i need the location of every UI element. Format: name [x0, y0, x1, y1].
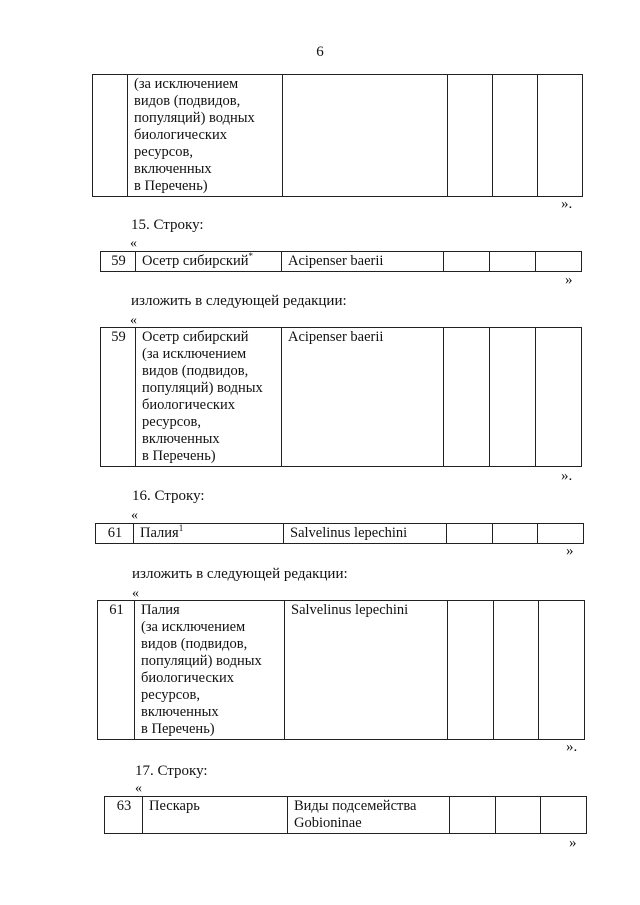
row-number-cell — [93, 75, 128, 197]
old-table-row — [95, 523, 584, 544]
close-quote: » — [569, 835, 577, 851]
empty-cell — [490, 328, 536, 467]
species-name: Палия — [140, 525, 179, 541]
species-name-cell: (за исключением видов (подвидов, популяций) водных биологических ресурсов, включенных в Перечень) — [128, 75, 283, 197]
empty-cell — [536, 328, 582, 467]
closing-quote: ». — [566, 739, 578, 755]
latin-name-cell: Salvelinus lepechini — [285, 601, 448, 740]
new-table-row — [97, 600, 585, 740]
old-table-row — [100, 251, 582, 272]
species-name-cell: Осетр сибирский (за исключением видов (подвидов, популяций) водных биологических ресурсов, включенных в Перечень) — [136, 328, 282, 467]
species-name-cell — [134, 524, 284, 544]
open-quote: « — [132, 586, 139, 601]
species-name-cell — [136, 252, 282, 272]
empty-cell — [538, 524, 584, 544]
species-name-cell: Палия (за исключением видов (подвидов, популяций) водных биологических ресурсов, включенных в Перечень) — [135, 601, 285, 740]
instruction-text: изложить в следующей редакции: — [131, 293, 347, 309]
open-quote: « — [135, 781, 142, 796]
empty-cell — [448, 601, 494, 740]
row-number-cell: 61 — [96, 524, 134, 544]
empty-cell — [541, 797, 587, 834]
row-number-cell: 59 — [101, 252, 136, 272]
row-number-cell: 63 — [105, 797, 143, 834]
latin-name-cell — [283, 75, 448, 197]
empty-cell — [539, 601, 585, 740]
latin-name-cell: Acipenser baerii — [282, 252, 444, 272]
empty-cell — [450, 797, 496, 834]
row-number-cell: 59 — [101, 328, 136, 467]
instruction-text: изложить в следующей редакции: — [132, 566, 348, 582]
section-heading: 15. Строку: — [131, 217, 204, 233]
open-quote: « — [130, 313, 137, 328]
closing-quote: ». — [561, 196, 573, 212]
open-quote: « — [130, 236, 137, 251]
new-table-row — [100, 327, 582, 467]
empty-cell — [536, 252, 582, 272]
section-heading: 17. Строку: — [135, 763, 208, 779]
open-quote: « — [131, 508, 138, 523]
empty-cell — [444, 328, 490, 467]
old-table-row — [104, 796, 587, 834]
empty-cell — [538, 75, 583, 197]
row-number-cell: 61 — [98, 601, 135, 740]
latin-name-cell: Acipenser baerii — [282, 328, 444, 467]
empty-cell — [448, 75, 493, 197]
section-heading: 16. Строку: — [132, 488, 205, 504]
close-quote: » — [565, 272, 573, 288]
empty-cell — [494, 601, 539, 740]
latin-name-cell: Виды подсемейства Gobioninae — [288, 797, 450, 834]
footnote-mark: 1 — [178, 523, 184, 534]
latin-name-cell: Salvelinus lepechini — [284, 524, 447, 544]
closing-quote: ». — [561, 468, 573, 484]
empty-cell — [490, 252, 536, 272]
continued-table-row — [92, 74, 583, 197]
species-name-cell: Пескарь — [143, 797, 288, 834]
empty-cell — [493, 75, 538, 197]
close-quote: » — [566, 543, 574, 559]
page-number: 6 — [316, 44, 324, 60]
species-name: Осетр сибирский — [142, 253, 249, 269]
empty-cell — [496, 797, 541, 834]
empty-cell — [493, 524, 538, 544]
empty-cell — [447, 524, 493, 544]
footnote-mark: * — [248, 251, 253, 262]
empty-cell — [444, 252, 490, 272]
